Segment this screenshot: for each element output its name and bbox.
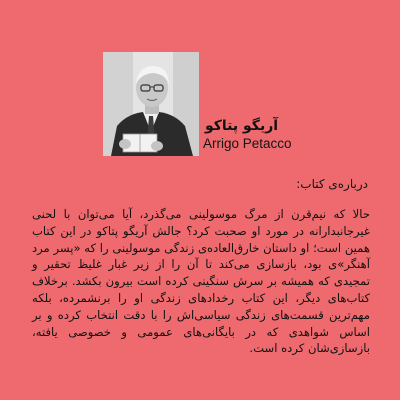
- book-description: حالا که نیم‌قرن از مرگ موسولینی می‌گذرد، آیا می‌توان با لحنی غیرجانبدارانه در مورد او صحبت کرد؟ جالش آریگو پتاکو در این کتاب همین است؛ او داستان خارق‌العاده‌ی زندگی موسولینی را که «پسر مرد آهنگر»ی بود، بازسازی می‌کند تا آن را از زیر غبار غلیظ تحقیر و تمجیدی که همیشه بر سرش سنگینی کرده است بیرون بکشد. برخلاف کتاب‌های دیگر، این کتاب رخدادهای زندگی او را برنشمرده، بلکه مهم‌ترین قسمت‌های زندگی سیاسی‌اش را با دقت انتخاب کرده و بر اساس شواهدی که در بایگانی‌های عمومی و خصوصی یافته، بازسازی‌شان کرده است.: [32, 207, 370, 356]
- author-name-persian: آریگو پتاکو: [205, 118, 279, 134]
- about-book-heading: درباره‌ی کتاب:: [296, 177, 368, 191]
- author-name-english: Arrigo Petacco: [203, 136, 292, 151]
- author-photo: [103, 52, 199, 156]
